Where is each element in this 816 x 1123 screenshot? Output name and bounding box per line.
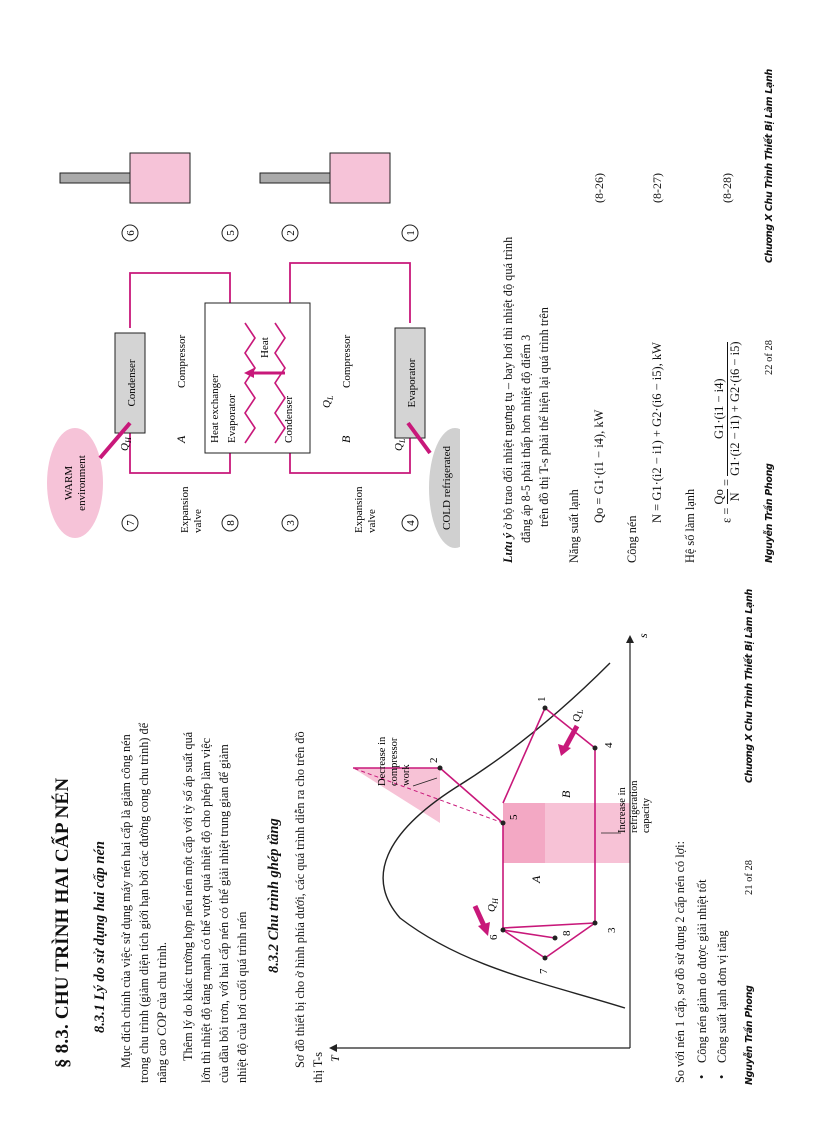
- axis-s-label: s: [636, 633, 650, 638]
- QL-label: $Q_L$: [571, 709, 585, 722]
- QL-label: $Q_L$: [393, 438, 407, 451]
- state-3-label: 3: [285, 520, 297, 526]
- region-A-label: A: [529, 875, 543, 883]
- note-line-2: đẳng áp 8-5 phải thấp hơn nhiệt độ điểm 3: [519, 334, 533, 543]
- point-7-label: 7: [538, 968, 550, 974]
- state-5-label: 5: [225, 230, 237, 236]
- expansion-label-1: Expansion: [179, 486, 191, 533]
- point-2-label: 2: [428, 757, 440, 763]
- compressor-b-label: Compressor: [341, 334, 353, 388]
- note-line-1: [500, 237, 518, 563]
- point-1-label: 1: [536, 696, 548, 702]
- point-4-label: 4: [603, 742, 615, 748]
- equation-8-26: Qo = G1·(i1 − i4), kW: [592, 409, 606, 523]
- state-7-label: 7: [125, 520, 137, 526]
- footer-chapter-signature: Chương X Chu Trình Thiết Bị Làm Lạnh: [744, 588, 755, 783]
- eq28-right-numerator: G1·(i1 − i4): [712, 342, 728, 476]
- subsection-heading-2: 8.3.2 Chu trình ghép tầng: [266, 818, 282, 973]
- increase-label-1: Increase in: [617, 787, 628, 833]
- warm-label-1: WARM: [63, 465, 75, 501]
- warm-cloud: [47, 428, 103, 538]
- footer-author: Nguyễn Trần Phong: [764, 463, 775, 563]
- work-label: Công nén: [625, 515, 639, 563]
- footer-chapter-signature: Chương X Chu Trình Thiết Bị Làm Lạnh: [764, 68, 775, 263]
- state-8-label: 8: [225, 520, 237, 526]
- decrease-label-1: Decrease in: [377, 736, 388, 786]
- paragraph-3-line-2: thị T-s: [311, 1051, 325, 1083]
- condenser-label: Condenser: [126, 359, 138, 407]
- compressor-a-body: [130, 153, 190, 203]
- paragraph-2-line-4: nhiệt độ của hơi cuối quá trình nén: [235, 911, 249, 1083]
- comparison-text: So với nén 1 cấp, sơ đồ sử dụng 2 cấp nén có lợi:: [673, 840, 687, 1083]
- footer-page-number: 22 of 28: [764, 340, 775, 375]
- valve-label-1: valve: [192, 509, 204, 533]
- equation-8-26-number: (8-26): [592, 173, 606, 203]
- point-5-label: 5: [508, 814, 520, 820]
- point-8-label: 8: [561, 930, 573, 936]
- eq28-left-denominator: N: [728, 492, 742, 502]
- evaporator-label: Evaporator: [406, 358, 418, 408]
- bullet-1: • Công nén giảm do được giải nhiệt tốt: [694, 879, 712, 1063]
- axis-T-label: T: [328, 1055, 342, 1062]
- compressor-b-body: [330, 153, 390, 203]
- eq28-left-numerator: Qo: [712, 489, 726, 505]
- eq28-lhs: ε =: [719, 504, 734, 523]
- cycle-B-label: B: [339, 435, 353, 443]
- QH-label: $Q_H$: [486, 898, 500, 912]
- increase-capacity-region: [503, 803, 545, 863]
- compressor-a-label: Compressor: [176, 334, 188, 388]
- cop-label: Hệ số làm lạnh: [683, 488, 697, 563]
- decrease-label-3: work: [401, 764, 412, 786]
- note-line-3: trên đồ thị T-s phải thể hiện lại quá trình trên: [537, 307, 551, 527]
- equation-8-27-number: (8-27): [650, 173, 664, 203]
- evaporator-inner-label: Evaporator: [226, 394, 238, 443]
- equation-8-28: ε = Qo N = G1·(i1 − i4) G1·(i2 − i1) + G2·(i6 − i5): [712, 341, 742, 523]
- note-text-1: ở bộ trao đổi nhiệt ngưng tụ – bay hơi thì nhiệt độ quá trình: [501, 236, 515, 533]
- cold-label-1: COLD refrigerated: [441, 446, 453, 530]
- capacity-label: Năng suất lạnh: [567, 489, 581, 563]
- expansion-label-2: Expansion: [353, 486, 365, 533]
- state-4-label: 4: [405, 520, 417, 526]
- QL2-label: $Q_L$: [321, 395, 335, 408]
- region-B-label: B: [559, 790, 573, 798]
- ts-diagram: [325, 628, 660, 1078]
- equation-8-28-number: (8-28): [720, 173, 734, 203]
- slide-21: [0, 563, 816, 1123]
- paragraph-1-line-1: Mục đích chính của việc sử dụng máy nén hai cấp là giảm công nén: [119, 734, 133, 1068]
- valve-label-2: valve: [366, 509, 378, 533]
- paragraph-2-line-1: Thêm lý do khác trường hợp nếu nén một cấp với tỷ số áp suất quá: [181, 731, 195, 1061]
- cycle-A-label: A: [174, 435, 188, 443]
- eq28-right-denominator: G1·(i2 − i1) + G2·(i6 − i5): [728, 341, 742, 476]
- footer-page-number: 21 of 28: [744, 860, 755, 895]
- heat-label: Heat: [259, 337, 271, 358]
- footer-author: Nguyễn Trần Phong: [744, 985, 755, 1085]
- state-6-label: 6: [125, 230, 137, 236]
- increase-label-3: capacity: [641, 798, 652, 833]
- decrease-label-2: compressor: [389, 737, 400, 786]
- paragraph-3-line-1: Sơ đồ thiết bị cho ở hình phía dưới, các quá trình diễn ra cho trên đồ: [293, 731, 307, 1068]
- equation-8-27: N = G1·(i2 − i1) + G2·(i6 − i5), kW: [650, 342, 664, 523]
- state-1-label: 1: [405, 230, 417, 236]
- cascade-schematic: [30, 43, 460, 563]
- condenser-inner-label: Condenser: [283, 395, 295, 443]
- paragraph-2-line-3: của dầu bôi trơn, với hai cấp nén có thể giải nhiệt trung gian để giảm: [217, 744, 231, 1083]
- increase-label-2: refrigeration: [629, 780, 640, 833]
- paragraph-1-line-3: nâng cao COP của chu trình.: [155, 942, 169, 1083]
- paragraph-2-line-2: lớn thì nhiệt độ tăng mạnh có thể vượt quá nhiệt độ cho phép làm việc: [199, 737, 213, 1083]
- QH-label: $Q_H$: [119, 437, 133, 451]
- section-title: § 8.3. CHU TRÌNH HAI CẤP NÉN: [52, 777, 73, 1068]
- state-2-label: 2: [285, 230, 297, 236]
- point-3-label: 3: [606, 927, 618, 933]
- note-label: Lưu ý: [501, 532, 515, 563]
- heat-exchanger-label: Heat exchanger: [209, 374, 221, 443]
- bullet-2: • Công suất lạnh đơn vị tăng: [714, 930, 732, 1063]
- paragraph-1-line-2: trong chu trình (giảm diện tích giới hạn bởi các đường cong chu trình) để: [137, 722, 151, 1083]
- subsection-heading-1: 8.3.1 Lý do sử dụng hai cấp nén: [92, 841, 108, 1033]
- warm-label-2: environment: [76, 455, 88, 511]
- point-6-label: 6: [488, 934, 500, 940]
